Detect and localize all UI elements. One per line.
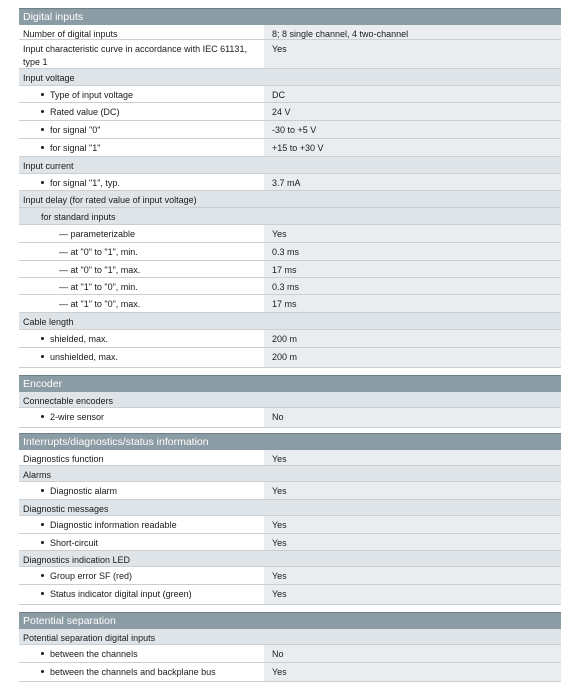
row-value: Yes: [264, 482, 561, 499]
row-label-text: Status indicator digital input (green): [50, 589, 192, 599]
row-label: Input delay (for rated value of input voltage): [23, 195, 197, 205]
table-row: [19, 408, 561, 428]
bullet-icon: [41, 670, 44, 673]
row-value: Yes: [264, 567, 561, 584]
row-label: — at "0" to "1", min.: [59, 247, 138, 257]
table-row: [19, 313, 561, 330]
bullet-icon: [41, 523, 44, 526]
row-label: [19, 348, 264, 364]
row-label: Diagnostics indication LED: [23, 555, 131, 565]
row-value: Yes: [264, 585, 561, 604]
row-value: Yes: [264, 534, 561, 550]
row-value: 0.3 ms: [264, 243, 561, 260]
table-row: [19, 261, 561, 278]
row-label-text: Rated value (DC): [50, 107, 120, 117]
row-label: Cable length: [23, 317, 74, 327]
bullet-icon: [41, 415, 44, 418]
table-row: [19, 392, 561, 408]
row-value: Yes: [264, 450, 561, 465]
table-row: [19, 645, 561, 663]
table-row: [19, 482, 561, 500]
bullet-icon: [41, 592, 44, 595]
row-value: -30 to +5 V: [264, 121, 561, 138]
table-row: [19, 450, 561, 466]
row-value: [264, 551, 561, 566]
row-label: Potential separation digital inputs: [23, 633, 156, 643]
table-row: [19, 103, 561, 121]
row-label: [19, 86, 264, 102]
row-value: 3.7 mA: [264, 174, 561, 190]
bullet-icon: [41, 489, 44, 492]
row-value: [264, 500, 561, 515]
row-value: [264, 191, 561, 207]
row-value: [264, 208, 561, 224]
row-label: [19, 645, 264, 661]
bullet-icon: [41, 128, 44, 131]
table-row: [19, 500, 561, 516]
table-row: [19, 551, 561, 567]
table-row: [19, 629, 561, 645]
row-label: Number of digital inputs: [23, 29, 118, 39]
row-label: [19, 408, 264, 424]
row-value: +15 to +30 V: [264, 139, 561, 156]
table-row: [19, 466, 561, 482]
row-value: [264, 69, 561, 85]
section-header-interrupts: Interrupts/diagnostics/status information: [19, 433, 561, 450]
row-label-text: unshielded, max.: [50, 352, 119, 362]
table-row: [19, 191, 561, 208]
table-row: [19, 348, 561, 368]
row-label-text: Short-circuit: [50, 538, 99, 548]
table-row: [19, 516, 561, 534]
row-value: 8; 8 single channel, 4 two-channel: [264, 25, 561, 39]
row-label-text: Group error SF (red): [50, 571, 133, 581]
row-label-text: Diagnostic alarm: [50, 486, 118, 496]
row-value: 17 ms: [264, 295, 561, 312]
row-label: [19, 534, 264, 550]
table-row: [19, 585, 561, 605]
row-label: [19, 139, 264, 155]
row-value: 0.3 ms: [264, 278, 561, 294]
row-value: [264, 392, 561, 407]
row-label: Alarms: [23, 470, 52, 480]
row-label: Input voltage: [23, 73, 75, 83]
row-label: for standard inputs: [41, 212, 116, 222]
row-label: [19, 585, 264, 601]
table-row: [19, 534, 561, 551]
row-value: [264, 157, 561, 173]
row-value: [264, 466, 561, 481]
bullet-icon: [41, 574, 44, 577]
bullet-icon: [41, 110, 44, 113]
table-row: [19, 25, 561, 40]
row-label: [19, 121, 264, 137]
row-value: 24 V: [264, 103, 561, 120]
bullet-icon: [41, 652, 44, 655]
row-label: Input characteristic curve in accordance with IEC 61131, type 1: [23, 44, 247, 67]
row-label: — at "1" to "0", max.: [59, 299, 141, 309]
table-row: [19, 208, 561, 225]
row-label: [19, 663, 264, 679]
row-label: Connectable encoders: [23, 396, 114, 406]
table-row: [19, 567, 561, 585]
bullet-icon: [41, 337, 44, 340]
row-label-text: between the channels: [50, 649, 138, 659]
row-value: DC: [264, 86, 561, 102]
row-label-text: Diagnostic information readable: [50, 520, 177, 530]
row-label: [19, 103, 264, 119]
row-value: Yes: [264, 225, 561, 242]
row-label: — parameterizable: [59, 229, 136, 239]
row-value: [264, 313, 561, 329]
row-label: [19, 567, 264, 583]
row-label: Diagnostics function: [23, 454, 104, 464]
bullet-icon: [41, 146, 44, 149]
section-header-potential-separation: Potential separation: [19, 612, 561, 629]
row-label-text: between the channels and backplane bus: [50, 667, 216, 677]
row-label: [19, 482, 264, 498]
row-label-text: shielded, max.: [50, 334, 109, 344]
table-row: [19, 86, 561, 103]
row-label-text: for signal "1", typ.: [50, 178, 120, 188]
table-row: [19, 243, 561, 261]
row-value: No: [264, 645, 561, 662]
row-label: [19, 516, 264, 532]
table-row: [19, 121, 561, 139]
row-value: 200 m: [264, 330, 561, 347]
row-label: — at "1" to "0", min.: [59, 282, 138, 292]
row-label-text: 2-wire sensor: [50, 412, 105, 422]
row-label: [19, 330, 264, 346]
table-row: [19, 139, 561, 157]
row-label: [19, 174, 264, 190]
row-value: 200 m: [264, 348, 561, 367]
row-label: — at "0" to "1", max.: [59, 265, 141, 275]
row-label-text: Type of input voltage: [50, 90, 134, 100]
row-label: Input current: [23, 161, 74, 171]
table-row: [19, 225, 561, 243]
table-row: [19, 40, 561, 69]
row-value: Yes: [264, 516, 561, 533]
row-value: No: [264, 408, 561, 427]
bullet-icon: [41, 541, 44, 544]
section-header-encoder: Encoder: [19, 375, 561, 392]
row-value: [264, 629, 561, 644]
row-value: Yes: [264, 40, 561, 68]
table-row: [19, 157, 561, 174]
bullet-icon: [41, 355, 44, 358]
table-row: [19, 278, 561, 295]
row-label-text: for signal "1": [50, 143, 101, 153]
row-value: 17 ms: [264, 261, 561, 277]
table-row: [19, 663, 561, 682]
table-row: [19, 174, 561, 191]
row-label-text: for signal "0": [50, 125, 101, 135]
table-row: [19, 330, 561, 348]
table-row: [19, 69, 561, 86]
table-row: [19, 295, 561, 313]
bullet-icon: [41, 93, 44, 96]
row-value: Yes: [264, 663, 561, 681]
row-label: Diagnostic messages: [23, 504, 109, 514]
section-header-digital-inputs: Digital inputs: [19, 8, 561, 25]
bullet-icon: [41, 181, 44, 184]
